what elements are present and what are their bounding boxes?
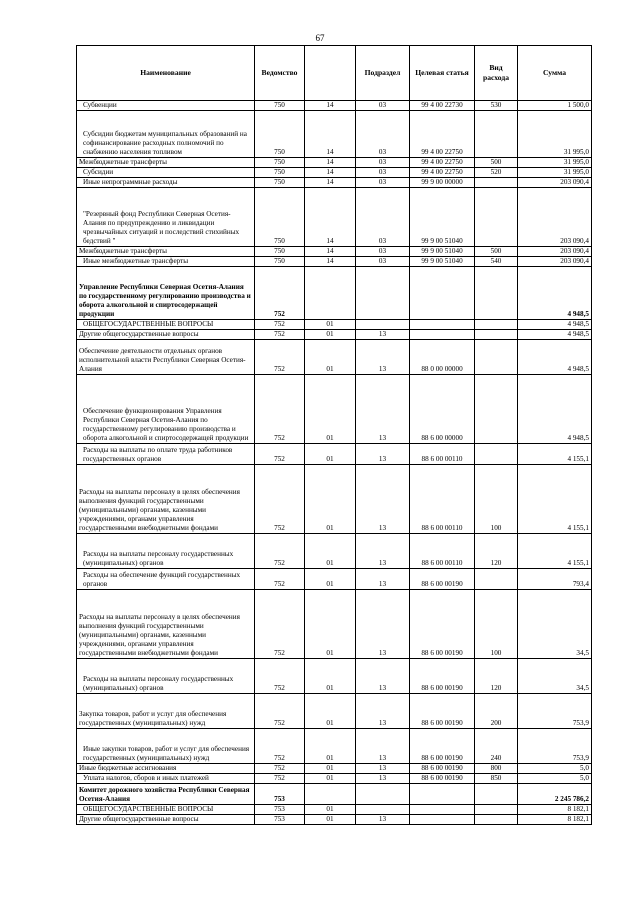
- row-sum: 8 182,1: [518, 815, 592, 825]
- table-row: [77, 178, 592, 188]
- row-target-item: 99 4 00 22750: [410, 111, 475, 158]
- row-subsection: 13: [356, 659, 410, 694]
- row-section: 01: [305, 694, 356, 729]
- row-expense-type: [475, 805, 518, 815]
- row-section: 01: [305, 659, 356, 694]
- row-name: Субсидии: [77, 168, 255, 178]
- table-row: [77, 340, 592, 375]
- row-target-item: 88 6 00 00110: [410, 465, 475, 534]
- row-section: 14: [305, 247, 356, 257]
- row-target-item: [410, 267, 475, 320]
- row-section: 01: [305, 444, 356, 465]
- row-department: 750: [255, 111, 305, 158]
- row-target-item: [410, 784, 475, 805]
- row-subsection: 13: [356, 330, 410, 340]
- row-target-item: 88 6 00 00190: [410, 729, 475, 764]
- row-expense-type: 850: [475, 774, 518, 784]
- row-name: Расходы на обеспечение функций государственных органов: [77, 569, 255, 590]
- table-row: [77, 694, 592, 729]
- row-subsection: 13: [356, 729, 410, 764]
- row-subsection: 13: [356, 534, 410, 569]
- row-name: Уплата налогов, сборов и иных платежей: [77, 774, 255, 784]
- row-sum: 4 948,5: [518, 330, 592, 340]
- row-name: Расходы на выплаты персоналу государственных (муниципальных) органов: [77, 534, 255, 569]
- table-row: [77, 330, 592, 340]
- row-subsection: [356, 267, 410, 320]
- row-expense-type: [475, 444, 518, 465]
- row-subsection: 13: [356, 764, 410, 774]
- row-department: 752: [255, 267, 305, 320]
- row-department: 750: [255, 257, 305, 267]
- table-row: [77, 784, 592, 805]
- row-name: Закупка товаров, работ и услуг для обеспечения государственных (муниципальных) нужд: [77, 694, 255, 729]
- row-sum: 31 995,0: [518, 168, 592, 178]
- row-section: 14: [305, 158, 356, 168]
- row-name: Иные межбюджетные трансферты: [77, 257, 255, 267]
- row-subsection: [356, 320, 410, 330]
- row-target-item: [410, 815, 475, 825]
- table-row: [77, 247, 592, 257]
- row-sum: 2 245 786,2: [518, 784, 592, 805]
- row-sum: 203 090,4: [518, 247, 592, 257]
- row-department: 752: [255, 330, 305, 340]
- row-sum: 1 500,0: [518, 101, 592, 111]
- table-row: [77, 158, 592, 168]
- table-row: [77, 590, 592, 659]
- row-expense-type: 120: [475, 534, 518, 569]
- row-target-item: 99 9 00 51040: [410, 257, 475, 267]
- table-row: [77, 815, 592, 825]
- row-section: 14: [305, 178, 356, 188]
- row-subsection: 13: [356, 815, 410, 825]
- table-row: [77, 805, 592, 815]
- row-target-item: 88 6 00 00190: [410, 569, 475, 590]
- row-section: 01: [305, 330, 356, 340]
- header-expense-type: Вид расхода: [475, 46, 518, 101]
- row-name: Обеспечение деятельности отдельных органов исполнительной власти Республики Северная Осетия-Алания: [77, 340, 255, 375]
- row-department: 752: [255, 764, 305, 774]
- row-name: Субсидии бюджетам муниципальных образований на софинансирование расходных полномочий по снабжению населения топливом: [77, 111, 255, 158]
- row-expense-type: 100: [475, 465, 518, 534]
- row-expense-type: [475, 320, 518, 330]
- row-sum: 4 948,5: [518, 267, 592, 320]
- row-department: 752: [255, 659, 305, 694]
- row-section: 14: [305, 101, 356, 111]
- row-target-item: [410, 805, 475, 815]
- table-row: [77, 320, 592, 330]
- row-department: 750: [255, 101, 305, 111]
- row-name: Комитет дорожного хозяйства Республики Северная Осетия-Алания: [77, 784, 255, 805]
- row-target-item: 88 0 00 00000: [410, 340, 475, 375]
- row-name: "Резервный фонд Республики Северная Осетия-Алания по предупреждению и ликвидации чрезвычайных ситуаций и последствий стихийных бедствий ": [77, 188, 255, 247]
- row-section: 01: [305, 729, 356, 764]
- row-section: 01: [305, 815, 356, 825]
- row-section: 01: [305, 340, 356, 375]
- row-name: ОБЩЕГОСУДАРСТВЕННЫЕ ВОПРОСЫ: [77, 805, 255, 815]
- table-row: [77, 729, 592, 764]
- table-row: [77, 101, 592, 111]
- row-name: Межбюджетные трансферты: [77, 247, 255, 257]
- row-expense-type: [475, 188, 518, 247]
- row-expense-type: 520: [475, 168, 518, 178]
- row-sum: 753,9: [518, 694, 592, 729]
- header-department: Ведомство: [255, 46, 305, 101]
- row-subsection: 13: [356, 444, 410, 465]
- table-row: [77, 659, 592, 694]
- table-row: [77, 188, 592, 247]
- table-row: [77, 375, 592, 444]
- table-row: [77, 267, 592, 320]
- row-expense-type: [475, 375, 518, 444]
- row-target-item: 88 6 00 00190: [410, 694, 475, 729]
- row-expense-type: 100: [475, 590, 518, 659]
- row-department: 752: [255, 375, 305, 444]
- row-department: 750: [255, 247, 305, 257]
- row-target-item: 88 6 00 00190: [410, 590, 475, 659]
- row-department: 752: [255, 569, 305, 590]
- row-sum: 4 155,1: [518, 465, 592, 534]
- row-subsection: 13: [356, 465, 410, 534]
- row-department: 752: [255, 774, 305, 784]
- row-name: Расходы на выплаты персоналу государственных (муниципальных) органов: [77, 659, 255, 694]
- row-department: 752: [255, 534, 305, 569]
- row-expense-type: [475, 267, 518, 320]
- row-name: Субвенции: [77, 101, 255, 111]
- row-sum: 5,0: [518, 774, 592, 784]
- row-name: Иные бюджетные ассигнования: [77, 764, 255, 774]
- row-subsection: 13: [356, 590, 410, 659]
- row-subsection: 13: [356, 375, 410, 444]
- row-section: 01: [305, 465, 356, 534]
- header-subsection: Подраздел: [356, 46, 410, 101]
- table-body: [77, 101, 592, 825]
- row-target-item: 88 6 00 00190: [410, 774, 475, 784]
- row-section: 01: [305, 805, 356, 815]
- row-subsection: [356, 784, 410, 805]
- row-name: Межбюджетные трансферты: [77, 158, 255, 168]
- row-expense-type: 500: [475, 158, 518, 168]
- row-subsection: [356, 805, 410, 815]
- row-expense-type: 240: [475, 729, 518, 764]
- row-sum: 203 090,4: [518, 257, 592, 267]
- row-target-item: 99 4 00 22750: [410, 158, 475, 168]
- row-expense-type: 800: [475, 764, 518, 774]
- row-subsection: 03: [356, 188, 410, 247]
- row-subsection: 13: [356, 774, 410, 784]
- row-department: 752: [255, 340, 305, 375]
- row-subsection: 03: [356, 111, 410, 158]
- row-department: 752: [255, 729, 305, 764]
- row-target-item: 99 9 00 00000: [410, 178, 475, 188]
- row-sum: 4 948,5: [518, 375, 592, 444]
- table-row: [77, 774, 592, 784]
- header-section: [305, 46, 356, 101]
- row-section: 01: [305, 320, 356, 330]
- table-row: [77, 534, 592, 569]
- row-department: 750: [255, 158, 305, 168]
- row-sum: 4 948,5: [518, 320, 592, 330]
- row-department: 753: [255, 815, 305, 825]
- table-row: [77, 569, 592, 590]
- table-row: [77, 111, 592, 158]
- row-section: 01: [305, 375, 356, 444]
- row-expense-type: [475, 815, 518, 825]
- row-expense-type: [475, 178, 518, 188]
- row-sum: 8 182,1: [518, 805, 592, 815]
- row-subsection: 03: [356, 178, 410, 188]
- row-target-item: [410, 320, 475, 330]
- table-row: [77, 444, 592, 465]
- row-sum: 753,9: [518, 729, 592, 764]
- row-department: 750: [255, 178, 305, 188]
- row-department: 752: [255, 444, 305, 465]
- row-sum: 5,0: [518, 764, 592, 774]
- row-section: [305, 267, 356, 320]
- row-sum: 793,4: [518, 569, 592, 590]
- row-target-item: 99 9 00 51040: [410, 247, 475, 257]
- row-expense-type: 500: [475, 247, 518, 257]
- row-name: Другие общегосударственные вопросы: [77, 330, 255, 340]
- header-target-item: Целевая статья: [410, 46, 475, 101]
- row-target-item: 99 4 00 22750: [410, 168, 475, 178]
- row-name: Иные закупки товаров, работ и услуг для обеспечения государственных (муниципальных) нужд: [77, 729, 255, 764]
- row-sum: 31 995,0: [518, 111, 592, 158]
- table-row: [77, 764, 592, 774]
- row-target-item: [410, 330, 475, 340]
- row-section: 01: [305, 534, 356, 569]
- row-sum: 203 090,4: [518, 188, 592, 247]
- row-section: 14: [305, 257, 356, 267]
- row-subsection: 03: [356, 257, 410, 267]
- row-target-item: 88 6 00 00110: [410, 444, 475, 465]
- row-section: 01: [305, 764, 356, 774]
- row-department: 750: [255, 188, 305, 247]
- table-row: [77, 257, 592, 267]
- row-name: Расходы на выплаты персоналу в целях обеспечения выполнения функций государственными (муниципальными) органами, казенными учреждениями, органами управления государственными внебюджетными фондами: [77, 590, 255, 659]
- row-subsection: 13: [356, 694, 410, 729]
- header-sum: Сумма: [518, 46, 592, 101]
- row-subsection: 03: [356, 247, 410, 257]
- row-expense-type: 540: [475, 257, 518, 267]
- row-section: 14: [305, 168, 356, 178]
- row-subsection: 03: [356, 101, 410, 111]
- row-expense-type: 200: [475, 694, 518, 729]
- row-sum: 31 995,0: [518, 158, 592, 168]
- row-subsection: 03: [356, 158, 410, 168]
- row-name: Другие общегосударственные вопросы: [77, 815, 255, 825]
- row-target-item: 88 6 00 00190: [410, 764, 475, 774]
- table-row: [77, 465, 592, 534]
- row-target-item: 88 6 00 00000: [410, 375, 475, 444]
- row-section: 14: [305, 111, 356, 158]
- row-sum: 4 948,5: [518, 340, 592, 375]
- row-subsection: 13: [356, 569, 410, 590]
- row-target-item: 88 6 00 00190: [410, 659, 475, 694]
- row-name: ОБЩЕГОСУДАРСТВЕННЫЕ ВОПРОСЫ: [77, 320, 255, 330]
- row-department: 753: [255, 805, 305, 815]
- row-expense-type: [475, 111, 518, 158]
- page-number: 67: [315, 33, 325, 43]
- row-expense-type: 530: [475, 101, 518, 111]
- row-section: 01: [305, 569, 356, 590]
- row-name: Обеспечение функционирования Управления Республики Северная Осетия-Алания по государственному регулированию производства и оборота алкогольной и спиртосодержащей продукции: [77, 375, 255, 444]
- table-header-row: [77, 46, 592, 101]
- row-sum: 4 155,1: [518, 534, 592, 569]
- budget-table: [76, 45, 592, 825]
- row-department: 753: [255, 784, 305, 805]
- row-subsection: 13: [356, 340, 410, 375]
- row-section: 01: [305, 774, 356, 784]
- row-target-item: 99 4 00 22730: [410, 101, 475, 111]
- row-target-item: 88 6 00 00110: [410, 534, 475, 569]
- row-department: 750: [255, 168, 305, 178]
- row-name: Расходы на выплаты по оплате труда работников государственных органов: [77, 444, 255, 465]
- row-sum: 34,5: [518, 590, 592, 659]
- row-department: 752: [255, 694, 305, 729]
- table-row: [77, 168, 592, 178]
- row-section: [305, 784, 356, 805]
- row-expense-type: [475, 784, 518, 805]
- row-department: 752: [255, 320, 305, 330]
- row-sum: 4 155,1: [518, 444, 592, 465]
- row-expense-type: [475, 340, 518, 375]
- row-name: Управление Республики Северная Осетия-Алания по государственному регулированию производства и оборота алкогольной и спиртосодержащей продукции: [77, 267, 255, 320]
- row-sum: 34,5: [518, 659, 592, 694]
- row-expense-type: 120: [475, 659, 518, 694]
- row-sum: 203 090,4: [518, 178, 592, 188]
- row-target-item: 99 9 00 51040: [410, 188, 475, 247]
- row-section: 14: [305, 188, 356, 247]
- row-name: Иные непрограммные расходы: [77, 178, 255, 188]
- row-subsection: 03: [356, 168, 410, 178]
- row-expense-type: [475, 569, 518, 590]
- row-section: 01: [305, 590, 356, 659]
- header-name: Наименование: [77, 46, 255, 101]
- row-name: Расходы на выплаты персоналу в целях обеспечения выполнения функций государственными (муниципальными) органами, казенными учреждениями, органами управления государственными внебюджетными фондами: [77, 465, 255, 534]
- row-department: 752: [255, 590, 305, 659]
- row-expense-type: [475, 330, 518, 340]
- row-department: 752: [255, 465, 305, 534]
